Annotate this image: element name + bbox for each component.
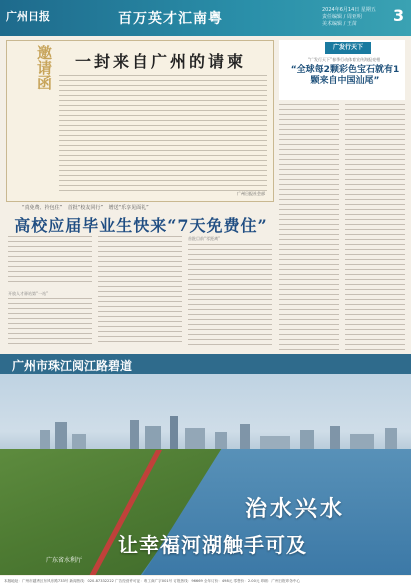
body-text-lines: [98, 236, 182, 346]
invitation-signature: 广州日报社会部: [237, 191, 265, 196]
body-text-lines: [59, 75, 267, 193]
right-column-text-2: [345, 104, 405, 370]
body-text-lines: [279, 104, 339, 370]
invitation-title: 一封来自广州的请柬: [75, 52, 247, 71]
body-text-lines: [345, 104, 405, 370]
graduate-article: [6, 202, 274, 352]
page-number: 3: [393, 6, 405, 25]
right-column-article: [279, 104, 405, 370]
river-banner: [0, 354, 411, 374]
editor: 责任编辑 / 周亚明: [322, 14, 362, 20]
designer: 美术编辑 / 王苗: [322, 21, 357, 27]
date-block: [322, 7, 376, 28]
river-feature: [0, 354, 411, 575]
graduate-tag: 增送“乐享见面礼”: [108, 205, 149, 211]
graduate-text-3: [98, 236, 182, 346]
slogan-line-2: 让幸福河湖触手可及: [118, 533, 307, 557]
right-column-text-1: [279, 104, 339, 370]
column-title: 百万英才汇南粤: [118, 11, 223, 27]
promo-tag: 广发行天下: [325, 42, 371, 54]
promo-subtitle: “广发行天下”春季行动体育宣传海报亮相: [307, 57, 381, 62]
page-footer: 本版地址：广州市越秀区东风东路733号 新闻热线：020-87332222 广告经营许可证：粤工商广字001号 订报热线：96669 全年订价：498元 零售价：2.00元 印刷：广州日报印务中心: [0, 576, 411, 587]
graduate-text-1: [8, 236, 92, 286]
invitation-body: [59, 75, 267, 193]
graduate-text-4: [188, 244, 272, 346]
city-skyline: [0, 412, 411, 452]
graduate-tags: [22, 204, 153, 211]
body-text-lines: [8, 236, 92, 286]
invitation-article: [6, 40, 274, 202]
slogan-line-1: 治水兴水: [245, 496, 346, 522]
date: 2024年6月14日 星期五: [322, 7, 376, 13]
river-title: 广州市珠江阅江路碧道: [12, 359, 133, 373]
graduate-caption-left: 开放人才驿站第“一站”: [8, 291, 49, 296]
graduate-tag: “真免费、拎包住”: [22, 205, 63, 211]
promo-box: [279, 40, 405, 100]
graduate-text-2: [8, 298, 92, 346]
promo-headline: “全球每2颗彩色宝石就有1颗来自中国汕尾”: [290, 65, 400, 86]
photo-credit: 广东省水利厅: [46, 557, 83, 564]
body-text-lines: [8, 298, 92, 346]
invitation-stamp: 邀请函: [35, 45, 53, 90]
graduate-caption-middle: 首批目前“零距离”: [188, 236, 221, 241]
masthead: [0, 0, 411, 36]
newspaper-logo: 广州日报: [6, 10, 50, 23]
graduate-tag: 首批“校友同行”: [67, 205, 103, 211]
graduate-headline: 高校应届毕业生快来“7天免费住”: [14, 216, 268, 235]
body-text-lines: [188, 244, 272, 346]
